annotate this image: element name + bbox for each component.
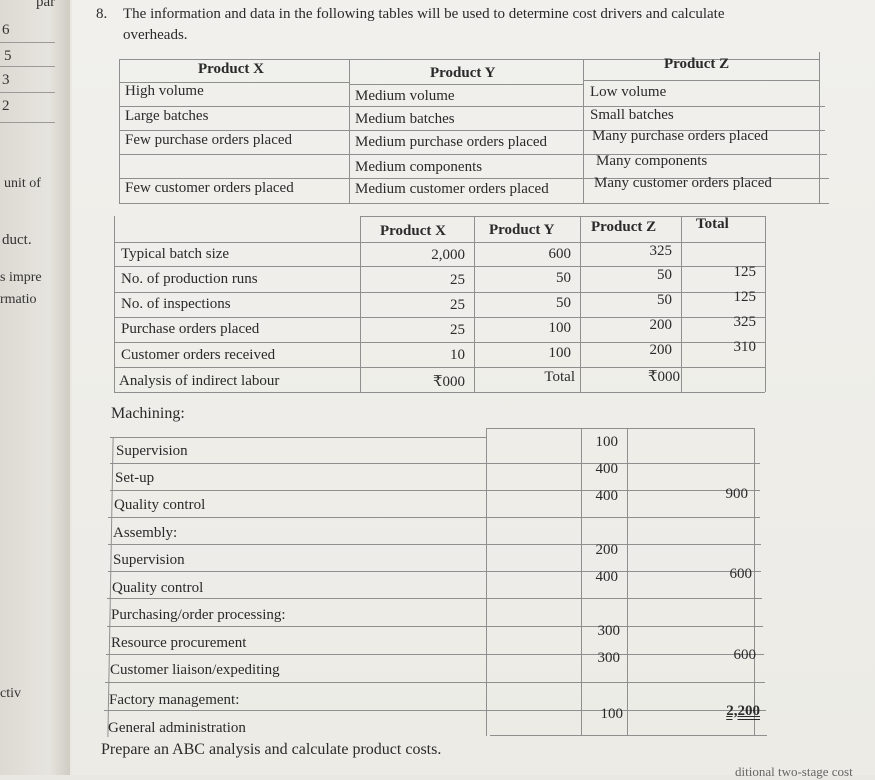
table1-cell: Many customer orders placed (594, 175, 772, 191)
next-page-fragment: ditional two-stage cost (735, 764, 853, 779)
table2-cell: 50 (657, 267, 672, 283)
table2-row-label: Typical batch size (121, 246, 230, 262)
table3-row-label: Supervision (116, 443, 188, 459)
table2-row-label: Purchase orders placed (121, 321, 260, 337)
table1-cell: Many components (596, 153, 708, 169)
table1-cell: Medium components (355, 159, 483, 175)
table1-cell: Large batches (125, 108, 209, 124)
table2-cell: 310 (733, 339, 756, 355)
table2-row-label: No. of production runs (121, 271, 258, 287)
table2-header-product-x: Product X (380, 223, 446, 239)
table2-row-label: Analysis of indirect labour (119, 373, 280, 389)
table3-amount: 100 (595, 434, 618, 450)
table2-cell: Total (544, 369, 575, 385)
question-line-2: overheads. (123, 27, 188, 43)
table1-cell: Medium volume (355, 88, 455, 104)
table2-header-total: Total (696, 216, 729, 232)
table3-amount: 100 (600, 706, 623, 722)
table3-row-label: Assembly: (113, 525, 178, 541)
table3-row-label: Quality control (114, 497, 206, 513)
table2-cell: 2,000 (431, 247, 465, 263)
table2-cell: 325 (649, 243, 672, 259)
table2-cell: 25 (450, 272, 465, 288)
margin-fragment: s impre (0, 270, 42, 285)
table2-cell: 325 (733, 314, 756, 330)
table3-row-label: Purchasing/order processing: (111, 607, 286, 623)
table3-amount: 400 (595, 488, 618, 504)
table2-cell: ₹000 (432, 374, 465, 390)
task-prompt: Prepare an ABC analysis and calculate product costs. (101, 741, 442, 758)
question-text (123, 4, 823, 46)
table2-cell: 100 (548, 345, 571, 361)
table3-row-label: Customer liaison/expediting (110, 662, 280, 678)
table2-cell: 50 (657, 292, 672, 308)
margin-fragment: 5 (4, 48, 12, 64)
table2-cell: ₹000 (647, 369, 680, 385)
table1-cell: Medium customer orders placed (355, 181, 549, 197)
table1-header-product-y: Product Y (430, 65, 496, 81)
table1-cell: Low volume (590, 84, 667, 100)
question-line-1: The information and data in the following tables will be used to determine cost drivers and calculate (123, 6, 725, 22)
table1-cell: Few purchase orders placed (125, 132, 293, 148)
table1-cell: Medium purchase orders placed (355, 134, 548, 150)
margin-fragment: ctiv (0, 686, 21, 701)
table2-header-product-y: Product Y (489, 222, 555, 238)
table3-row-label: Resource procurement (111, 635, 247, 651)
table2-row-label: Customer orders received (121, 347, 276, 363)
margin-fragment: 3 (2, 72, 10, 88)
margin-fragment: par (36, 0, 56, 10)
machining-label: Machining: (111, 405, 185, 422)
margin-fragment: 2 (2, 98, 10, 114)
margin-rule (0, 42, 55, 43)
table1-cell: Medium batches (355, 111, 455, 127)
table2-cell: 125 (733, 289, 756, 305)
table3-total: 900 (725, 486, 748, 502)
table3-row-label: Factory management: (109, 692, 240, 708)
table2-cell: 10 (450, 347, 465, 363)
table2-cell: 100 (548, 320, 571, 336)
table2-cell: 50 (556, 270, 571, 286)
table3-row-label: General administration (108, 720, 246, 736)
margin-rule (0, 122, 55, 123)
table3-amount: 400 (595, 461, 618, 477)
table1-cell: Many purchase orders placed (592, 128, 769, 144)
table3-amount: 300 (597, 650, 620, 666)
table3-row-label: Set-up (115, 470, 155, 486)
table3-amount: 400 (595, 569, 618, 585)
table3-total: 600 (733, 647, 756, 663)
margin-fragment: 6 (2, 22, 10, 38)
table2-cell: 200 (649, 317, 672, 333)
table2-cell: 600 (548, 246, 571, 262)
table2-cell: 25 (450, 297, 465, 313)
margin-fragment: duct. (2, 232, 32, 248)
table3-row-label: Supervision (113, 552, 185, 568)
table2-cell: 200 (649, 342, 672, 358)
table3-grand-total: 2,200 (726, 703, 760, 719)
table1-header-product-x: Product X (198, 61, 264, 77)
table1-cell: High volume (125, 83, 204, 99)
table2-header-product-z: Product Z (591, 219, 657, 235)
margin-fragment: rmatio (0, 292, 37, 307)
table1-cell: Small batches (590, 107, 674, 123)
table2-row-label: No. of inspections (121, 296, 231, 312)
table2-cell: 25 (450, 322, 465, 338)
margin-rule (0, 92, 55, 93)
table2-cell: 50 (556, 295, 571, 311)
table1-header-product-z: Product Z (664, 56, 730, 72)
table2-cell: 125 (733, 264, 756, 280)
margin-rule (0, 66, 55, 67)
margin-fragment: unit of (4, 176, 41, 191)
table3-row-label: Quality control (112, 580, 204, 596)
left-page-edge (0, 0, 70, 775)
table3-amount: 200 (595, 542, 618, 558)
table3-total: 600 (729, 566, 752, 582)
table3-amount: 300 (597, 623, 620, 639)
question-number: 8. (96, 6, 108, 22)
table1-cell: Few customer orders placed (125, 180, 294, 196)
